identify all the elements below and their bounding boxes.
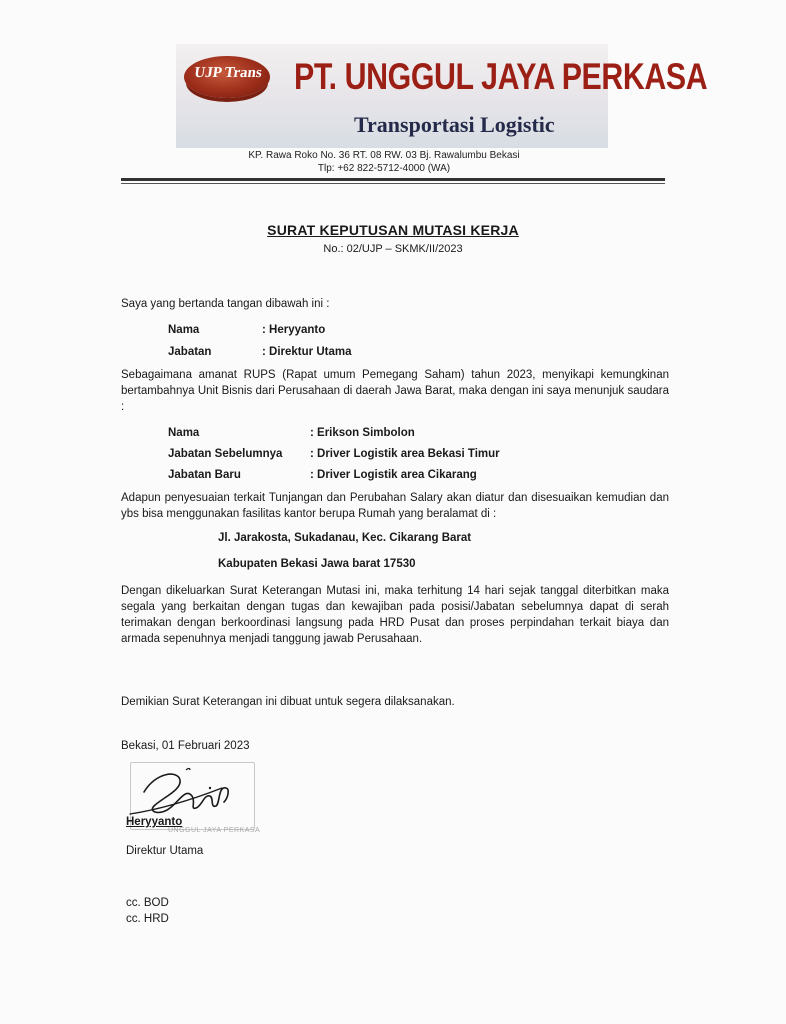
adjustment-paragraph: Adapun penyesuaian terkait Tunjangan dan Perubahan Salary akan diatur dan disesuaikan kemudian dan ybs bisa menggunakan fasilitas kantor berupa Rumah yang beralamat di : — [121, 492, 669, 520]
employee-prev-position-value: : Driver Logistik area Bekasi Timur — [310, 448, 500, 460]
opening-statement: Saya yang bertanda tangan dibawah ini : — [121, 298, 330, 310]
signer-name-label: Nama — [168, 324, 200, 336]
employee-prev-position-label: Jabatan Sebelumnya — [168, 448, 283, 460]
letterhead-divider-thin — [121, 183, 665, 184]
stamp-text: UNGGUL JAYA PERKASA — [168, 827, 261, 834]
logo-text: UJP Trans — [193, 65, 263, 81]
place-date: Bekasi, 01 Februari 2023 — [121, 740, 250, 752]
employee-new-position-value: : Driver Logistik area Cikarang — [310, 469, 477, 481]
letterhead-divider — [121, 178, 665, 181]
company-phone: Tlp: +62 822-5712-4000 (WA) — [317, 163, 451, 174]
effect-paragraph: Dengan dikeluarkan Surat Keterangan Mutasi ini, maka terhitung 14 hari sejak tanggal diterbitkan maka segala yang berkaitan dengan tugas dan kewajiban pada posisi/Jabatan sebelumnya dapat di serah terimakan dengan berkoordinasi langsung pada HRD Pusat dan proses perpindahan terkait biaya dan armada sepenuhnya menjadi tanggung jawab Perusahaan. — [121, 585, 669, 645]
signer-position-label: Jabatan — [168, 346, 212, 358]
employee-name-label: Nama — [168, 427, 200, 439]
document-number: No.: 02/UJP – SKMK/II/2023 — [323, 243, 463, 255]
housing-address-line2: Kabupaten Bekasi Jawa barat 17530 — [218, 558, 416, 570]
cc-bod: cc. BOD — [126, 897, 169, 909]
cc-hrd: cc. HRD — [126, 913, 169, 925]
signer-title: Direktur Utama — [126, 845, 204, 857]
company-name: PT. UNGGUL JAYA PERKASA — [294, 56, 708, 97]
employee-name-value: : Erikson Simbolon — [310, 427, 415, 439]
signer-position-value: : Direktur Utama — [262, 346, 352, 358]
signer-name: Heryyanto — [126, 816, 183, 828]
housing-address-line1: Jl. Jarakosta, Sukadanau, Kec. Cikarang Barat — [218, 532, 472, 544]
signer-name-value: : Heryyanto — [262, 324, 326, 336]
company-address: KP. Rawa Roko No. 36 RT. 08 RW. 03 Bj. Rawalumbu Bekasi — [248, 150, 520, 161]
employee-new-position-label: Jabatan Baru — [168, 469, 241, 481]
document-title: SURAT KEPUTUSAN MUTASI KERJA — [267, 222, 519, 238]
letterhead-banner — [176, 44, 708, 148]
company-tagline: Transportasi Logistic — [354, 112, 555, 137]
closing-statement: Demikian Surat Keterangan ini dibuat untuk segera dilaksanakan. — [121, 696, 455, 708]
intro-paragraph: Sebagaimana amanat RUPS (Rapat umum Pemegang Saham) tahun 2023, menyikapi kemungkinan bertambahnya Unit Bisnis dari Perusahaan di daerah Jawa Barat, maka dengan ini saya menunjuk saudara : — [121, 369, 669, 413]
